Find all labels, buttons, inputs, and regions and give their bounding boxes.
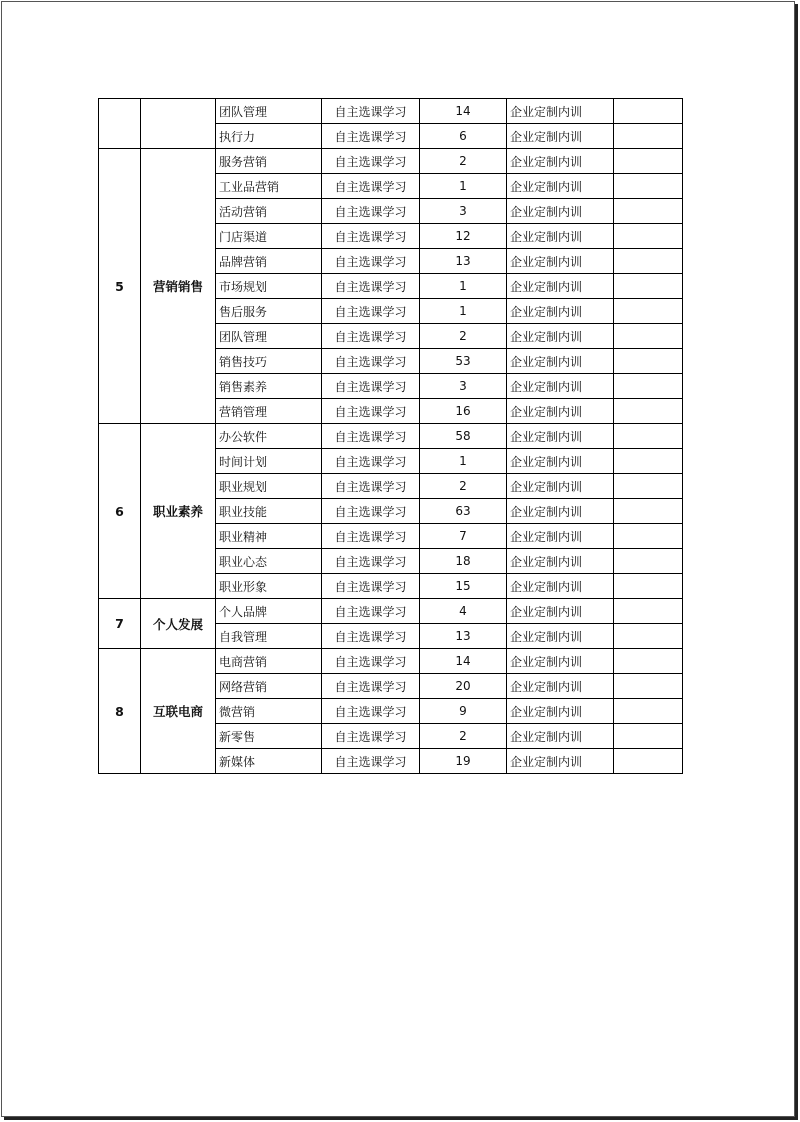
count-cell: 13 xyxy=(420,249,507,274)
count-cell: 14 xyxy=(420,649,507,674)
mode-cell: 自主选课学习 xyxy=(322,374,420,399)
note-cell xyxy=(614,724,683,749)
topic-cell: 销售技巧 xyxy=(216,349,322,374)
group-number-cell: 8 xyxy=(99,649,141,774)
type-cell: 企业定制内训 xyxy=(507,674,614,699)
mode-cell: 自主选课学习 xyxy=(322,574,420,599)
note-cell xyxy=(614,324,683,349)
group-category-cell: 营销销售 xyxy=(141,149,216,424)
type-cell: 企业定制内训 xyxy=(507,349,614,374)
topic-cell: 微营销 xyxy=(216,699,322,724)
type-cell: 企业定制内训 xyxy=(507,599,614,624)
note-cell xyxy=(614,299,683,324)
topic-cell: 电商营销 xyxy=(216,649,322,674)
type-cell: 企业定制内训 xyxy=(507,524,614,549)
topic-cell: 销售素养 xyxy=(216,374,322,399)
count-cell: 2 xyxy=(420,149,507,174)
note-cell xyxy=(614,174,683,199)
note-cell xyxy=(614,274,683,299)
mode-cell: 自主选课学习 xyxy=(322,124,420,149)
mode-cell: 自主选课学习 xyxy=(322,599,420,624)
type-cell: 企业定制内训 xyxy=(507,174,614,199)
type-cell: 企业定制内训 xyxy=(507,274,614,299)
note-cell xyxy=(614,549,683,574)
type-cell: 企业定制内训 xyxy=(507,374,614,399)
count-cell: 12 xyxy=(420,224,507,249)
count-cell: 13 xyxy=(420,624,507,649)
note-cell xyxy=(614,224,683,249)
count-cell: 58 xyxy=(420,424,507,449)
topic-cell: 工业品营销 xyxy=(216,174,322,199)
type-cell: 企业定制内训 xyxy=(507,324,614,349)
topic-cell: 营销管理 xyxy=(216,399,322,424)
note-cell xyxy=(614,599,683,624)
note-cell xyxy=(614,699,683,724)
count-cell: 53 xyxy=(420,349,507,374)
type-cell: 企业定制内训 xyxy=(507,99,614,124)
count-cell: 6 xyxy=(420,124,507,149)
topic-cell: 办公软件 xyxy=(216,424,322,449)
topic-cell: 品牌营销 xyxy=(216,249,322,274)
count-cell: 18 xyxy=(420,549,507,574)
topic-cell: 新媒体 xyxy=(216,749,322,774)
group-category-cell: 互联电商 xyxy=(141,649,216,774)
type-cell: 企业定制内训 xyxy=(507,499,614,524)
topic-cell: 执行力 xyxy=(216,124,322,149)
topic-cell: 职业规划 xyxy=(216,474,322,499)
note-cell xyxy=(614,624,683,649)
count-cell: 2 xyxy=(420,724,507,749)
note-cell xyxy=(614,449,683,474)
type-cell: 企业定制内训 xyxy=(507,149,614,174)
count-cell: 1 xyxy=(420,449,507,474)
group-number-cell xyxy=(99,99,141,149)
type-cell: 企业定制内训 xyxy=(507,574,614,599)
note-cell xyxy=(614,474,683,499)
count-cell: 63 xyxy=(420,499,507,524)
mode-cell: 自主选课学习 xyxy=(322,299,420,324)
document-page xyxy=(1,1,795,1117)
count-cell: 15 xyxy=(420,574,507,599)
note-cell xyxy=(614,499,683,524)
type-cell: 企业定制内训 xyxy=(507,749,614,774)
topic-cell: 活动营销 xyxy=(216,199,322,224)
note-cell xyxy=(614,349,683,374)
mode-cell: 自主选课学习 xyxy=(322,399,420,424)
table-row xyxy=(99,99,683,124)
topic-cell: 门店渠道 xyxy=(216,224,322,249)
note-cell xyxy=(614,424,683,449)
count-cell: 3 xyxy=(420,199,507,224)
type-cell: 企业定制内训 xyxy=(507,649,614,674)
topic-cell: 市场规划 xyxy=(216,274,322,299)
count-cell: 14 xyxy=(420,99,507,124)
type-cell: 企业定制内训 xyxy=(507,249,614,274)
type-cell: 企业定制内训 xyxy=(507,449,614,474)
note-cell xyxy=(614,749,683,774)
group-category-cell: 职业素养 xyxy=(141,424,216,599)
note-cell xyxy=(614,99,683,124)
count-cell: 1 xyxy=(420,174,507,199)
type-cell: 企业定制内训 xyxy=(507,124,614,149)
count-cell: 2 xyxy=(420,474,507,499)
course-table xyxy=(98,98,683,774)
type-cell: 企业定制内训 xyxy=(507,624,614,649)
topic-cell: 网络营销 xyxy=(216,674,322,699)
note-cell xyxy=(614,149,683,174)
mode-cell: 自主选课学习 xyxy=(322,674,420,699)
group-category-cell: 个人发展 xyxy=(141,599,216,649)
table-row xyxy=(99,424,683,449)
mode-cell: 自主选课学习 xyxy=(322,549,420,574)
mode-cell: 自主选课学习 xyxy=(322,99,420,124)
mode-cell: 自主选课学习 xyxy=(322,749,420,774)
mode-cell: 自主选课学习 xyxy=(322,724,420,749)
type-cell: 企业定制内训 xyxy=(507,699,614,724)
note-cell xyxy=(614,249,683,274)
topic-cell: 自我管理 xyxy=(216,624,322,649)
type-cell: 企业定制内训 xyxy=(507,199,614,224)
type-cell: 企业定制内训 xyxy=(507,474,614,499)
type-cell: 企业定制内训 xyxy=(507,299,614,324)
topic-cell: 个人品牌 xyxy=(216,599,322,624)
mode-cell: 自主选课学习 xyxy=(322,449,420,474)
note-cell xyxy=(614,649,683,674)
group-category-cell xyxy=(141,99,216,149)
group-number-cell: 7 xyxy=(99,599,141,649)
type-cell: 企业定制内训 xyxy=(507,549,614,574)
mode-cell: 自主选课学习 xyxy=(322,499,420,524)
mode-cell: 自主选课学习 xyxy=(322,199,420,224)
topic-cell: 时间计划 xyxy=(216,449,322,474)
count-cell: 19 xyxy=(420,749,507,774)
count-cell: 2 xyxy=(420,324,507,349)
type-cell: 企业定制内训 xyxy=(507,399,614,424)
note-cell xyxy=(614,574,683,599)
mode-cell: 自主选课学习 xyxy=(322,649,420,674)
mode-cell: 自主选课学习 xyxy=(322,324,420,349)
mode-cell: 自主选课学习 xyxy=(322,349,420,374)
type-cell: 企业定制内训 xyxy=(507,224,614,249)
table-body xyxy=(99,99,683,774)
mode-cell: 自主选课学习 xyxy=(322,249,420,274)
mode-cell: 自主选课学习 xyxy=(322,274,420,299)
count-cell: 7 xyxy=(420,524,507,549)
mode-cell: 自主选课学习 xyxy=(322,149,420,174)
table-row xyxy=(99,649,683,674)
count-cell: 20 xyxy=(420,674,507,699)
note-cell xyxy=(614,674,683,699)
topic-cell: 新零售 xyxy=(216,724,322,749)
count-cell: 4 xyxy=(420,599,507,624)
mode-cell: 自主选课学习 xyxy=(322,699,420,724)
mode-cell: 自主选课学习 xyxy=(322,424,420,449)
note-cell xyxy=(614,199,683,224)
note-cell xyxy=(614,374,683,399)
topic-cell: 职业形象 xyxy=(216,574,322,599)
note-cell xyxy=(614,399,683,424)
count-cell: 9 xyxy=(420,699,507,724)
mode-cell: 自主选课学习 xyxy=(322,174,420,199)
count-cell: 1 xyxy=(420,299,507,324)
table-row xyxy=(99,149,683,174)
topic-cell: 团队管理 xyxy=(216,324,322,349)
mode-cell: 自主选课学习 xyxy=(322,474,420,499)
topic-cell: 职业心态 xyxy=(216,549,322,574)
table-row xyxy=(99,599,683,624)
type-cell: 企业定制内训 xyxy=(507,724,614,749)
type-cell: 企业定制内训 xyxy=(507,424,614,449)
mode-cell: 自主选课学习 xyxy=(322,224,420,249)
topic-cell: 职业精神 xyxy=(216,524,322,549)
group-number-cell: 5 xyxy=(99,149,141,424)
count-cell: 16 xyxy=(420,399,507,424)
topic-cell: 团队管理 xyxy=(216,99,322,124)
mode-cell: 自主选课学习 xyxy=(322,524,420,549)
mode-cell: 自主选课学习 xyxy=(322,624,420,649)
count-cell: 1 xyxy=(420,274,507,299)
group-number-cell: 6 xyxy=(99,424,141,599)
count-cell: 3 xyxy=(420,374,507,399)
topic-cell: 服务营销 xyxy=(216,149,322,174)
note-cell xyxy=(614,124,683,149)
note-cell xyxy=(614,524,683,549)
topic-cell: 售后服务 xyxy=(216,299,322,324)
topic-cell: 职业技能 xyxy=(216,499,322,524)
